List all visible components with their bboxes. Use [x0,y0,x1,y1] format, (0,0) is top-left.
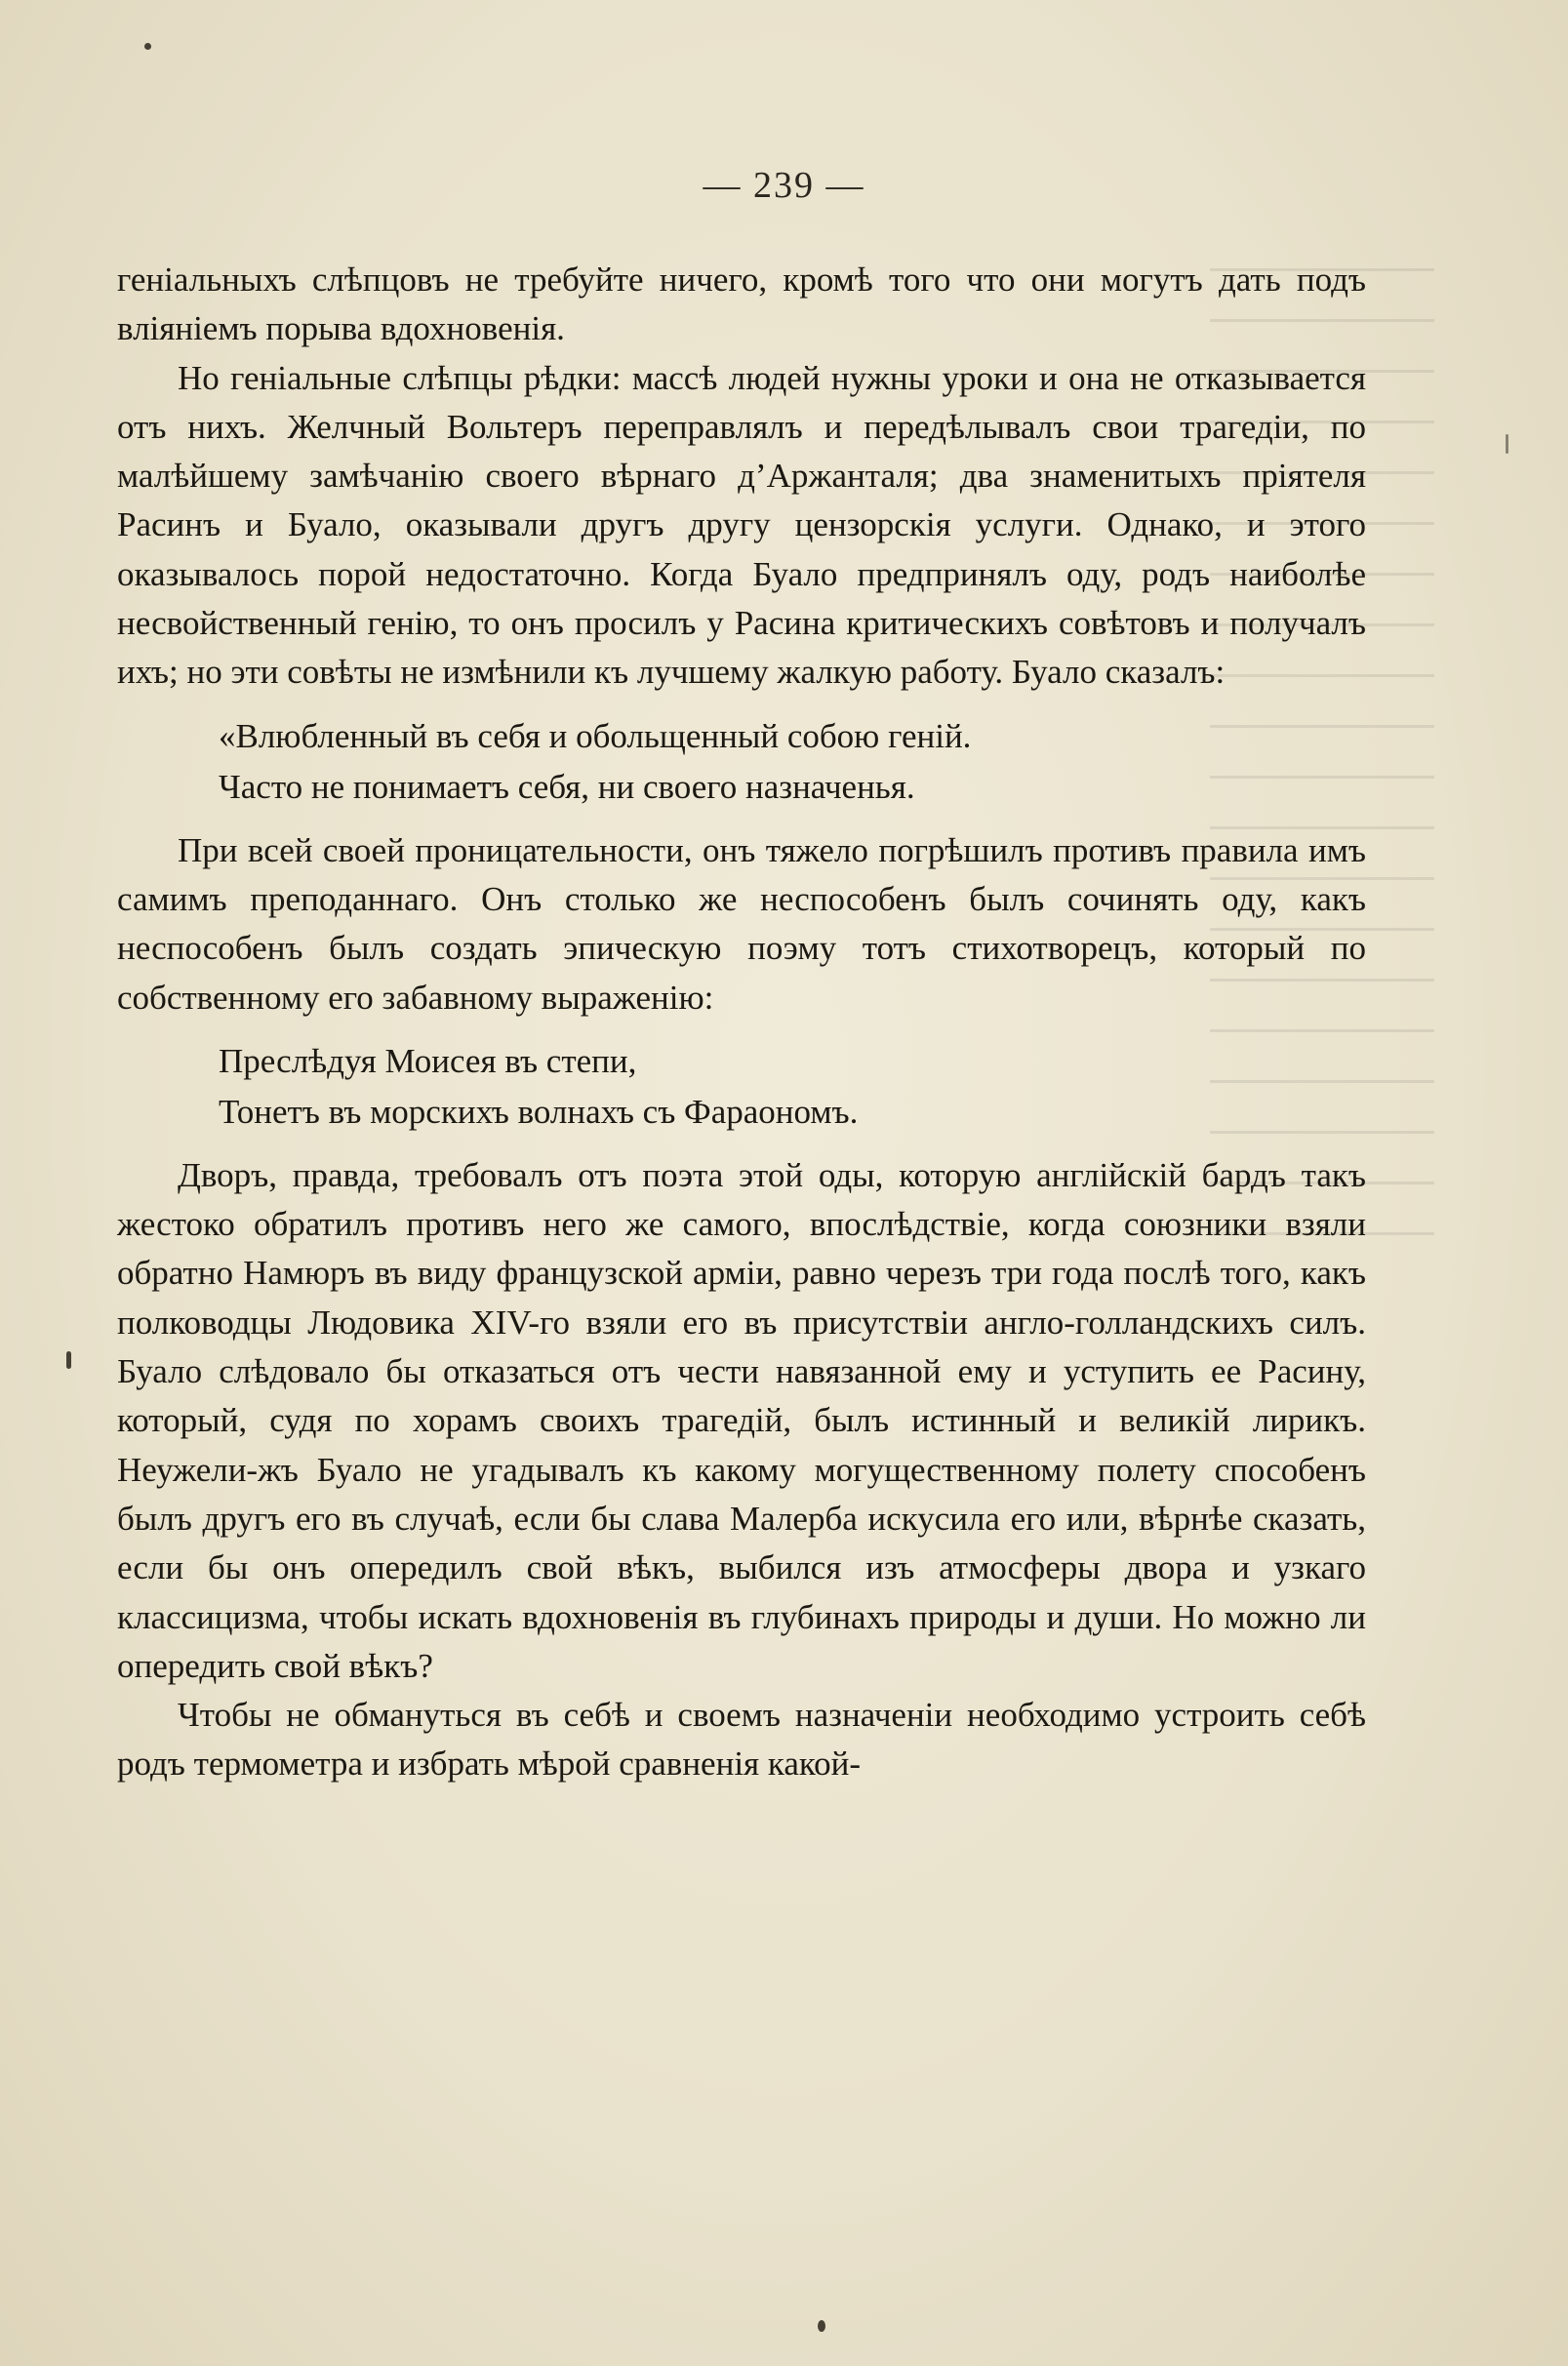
ink-speck [818,2320,825,2332]
verse-line: Преслѣдуя Моисея въ степи, [219,1041,637,1080]
verse-quote [219,1036,1366,1138]
paragraph: При всей своей проницательности, онъ тяжело погрѣшилъ противъ правила имъ самимъ преподаннаго. Онъ столько же неспособенъ былъ сочинять оду, какъ неспособенъ былъ создать эпическую поэму тотъ стихотворецъ, который по собственному его забавному выраженію: [117,830,1366,1017]
paragraph: Дворъ, правда, требовалъ отъ поэта этой оды, которую англійскій бардъ такъ жестоко обратилъ противъ него же самого, впослѣдствіе, когда союзники взяли обратно Намюръ въ виду французской арміи, равно черезъ три года послѣ того, какъ полководцы Людовика XIV-го взяли его въ присутствіи англо-голландскихъ силъ. Буало слѣдовало бы отказаться отъ чести навязанной ему и уступить ее Расину, который, судя по хорамъ своихъ трагедій, былъ истинный и великій лирикъ. Неужели-жъ Буало не угадывалъ къ какому могущественному полету способенъ былъ другъ его въ случаѣ, если бы слава Малерба искусила его или, вѣрнѣе сказать, если бы онъ опередилъ свой вѣкъ, выбился изъ атмосферы двора и узкаго классицизма, чтобы искать вдохновенія въ глубинахъ природы и души. Но можно ли опередить свой вѣкъ? [117,1155,1366,1685]
page-number: — 239 — [703,165,865,206]
verse-line: «Влюбленный въ себя и обольщенный собою геній. [219,716,972,755]
ink-speck [144,43,151,50]
paragraph: геніальныхъ слѣпцовъ не требуйте ничего, кромѣ того что они могутъ дать подъ вліяніемъ порыва вдохновенія. [117,261,1366,348]
body-text [117,256,1366,1789]
paragraph: Чтобы не обмануться въ себѣ и своемъ назначеніи необходимо устроить себѣ родъ термометра и избрать мѣрой сравненія какой- [117,1696,1366,1784]
verse-line: Часто не понимаетъ себя, ни своего назначенья. [219,767,915,806]
paragraph: Но геніальные слѣпцы рѣдки: массѣ людей нужны уроки и она не отказывается отъ нихъ. Желчный Вольтеръ переправлялъ и передѣлывалъ свои трагедіи, по малѣйшему замѣчанію своего вѣрнаго д’Аржанталя; два знаменитыхъ пріятеля Расинъ и Буало, оказывали другъ другу цензорскія услуги. Однако, и этого оказывалось порой недостаточно. Когда Буало предпринялъ оду, родъ наиболѣе несвойственный генію, то онъ просилъ у Расина критическихъ совѣтовъ и получалъ ихъ; но эти совѣты не измѣнили къ лучшему жалкую работу. Буало сказалъ: [117,358,1366,692]
verse-line: Тонетъ въ морскихъ волнахъ съ Фараономъ. [219,1092,859,1131]
ink-speck [1506,434,1508,454]
ink-speck [66,1351,71,1369]
verse-quote [219,711,1366,813]
